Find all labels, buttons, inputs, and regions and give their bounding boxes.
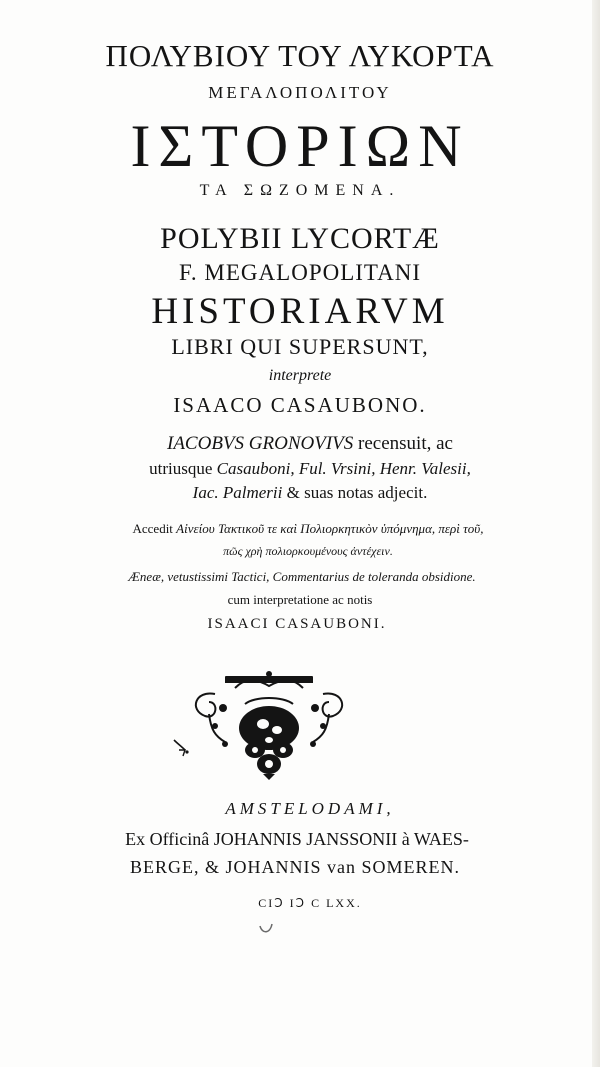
appendix-line-2-greek: πῶς χρὴ πολιορκουμένους ἀντέχειν.	[223, 544, 393, 558]
editor-line-2-start: utriusque	[149, 459, 217, 478]
editor-line-2	[10, 460, 600, 477]
editor-line-1-rest: recensuit, ac	[358, 433, 453, 454]
printers-ornament-icon	[185, 670, 353, 780]
interpreter-label: interprete	[268, 367, 332, 384]
imprint-date: CIↃ IↃ C LXX.	[258, 896, 362, 910]
appendix-line-1	[8, 522, 600, 535]
appendix-line-1-greek: Αἰνείου Τακτικοῦ τε καὶ Πολιορκητικὸν ὑπόμνημα, περὶ τοῦ,	[176, 521, 484, 536]
imprint-city: AMSTELODAMI,	[225, 799, 395, 818]
editor-line-3-names: Iac. Palmerii	[192, 483, 283, 502]
editor-name: IACOBVS GRONOVIVS	[167, 433, 354, 454]
appendix-line-5: ISAACI CASAUBONI.	[207, 616, 387, 632]
latin-title-line-4: LIBRI QUI SUPERSUNT,	[171, 334, 429, 359]
ink-mark-icon	[258, 922, 274, 938]
appendix-line-1-start: Accedit	[132, 521, 177, 536]
latin-title-line-2: F. MEGALOPOLITANI	[178, 260, 422, 285]
imprint-line-2: BERGE, & JOHANNIS van SOMEREN.	[129, 857, 460, 877]
appendix-line-4: cum interpretatione ac notis	[227, 592, 373, 607]
imprint-line-1: Ex Officinâ JOHANNIS JANSSONII à WAES-	[125, 829, 469, 849]
latin-title-main: HISTORIARVM	[151, 291, 449, 332]
greek-title-line-4: ΤΑ ΣΩΖΟΜΕΝΑ.	[199, 182, 401, 199]
appendix-line-3: Æneæ, vetustissimi Tactici, Commentarius de toleranda obsidione.	[128, 569, 476, 584]
page-edge	[592, 0, 600, 1067]
greek-title-line-2: ΜΕΓΑΛΟΠΟΛΙΤΟΥ	[208, 83, 392, 102]
editor-line-3-rest: & suas notas adjecit.	[286, 483, 428, 502]
editor-line-3	[10, 484, 600, 501]
editor-line-2-names: Casauboni, Ful. Vrsini, Henr. Valesii,	[216, 459, 471, 478]
greek-title-main: ΙΣΤΟΡΙΩΝ	[130, 113, 470, 179]
editor-line-1	[10, 434, 600, 453]
interpreter-name: ISAACO CASAUBONO.	[173, 393, 427, 417]
latin-title-line-1: POLYBII LYCORTÆ	[160, 222, 440, 255]
greek-title-line-1: ΠΟΛΥΒΙΟΥ ΤΟΥ ΛΥΚΟΡΤΑ	[105, 38, 495, 73]
